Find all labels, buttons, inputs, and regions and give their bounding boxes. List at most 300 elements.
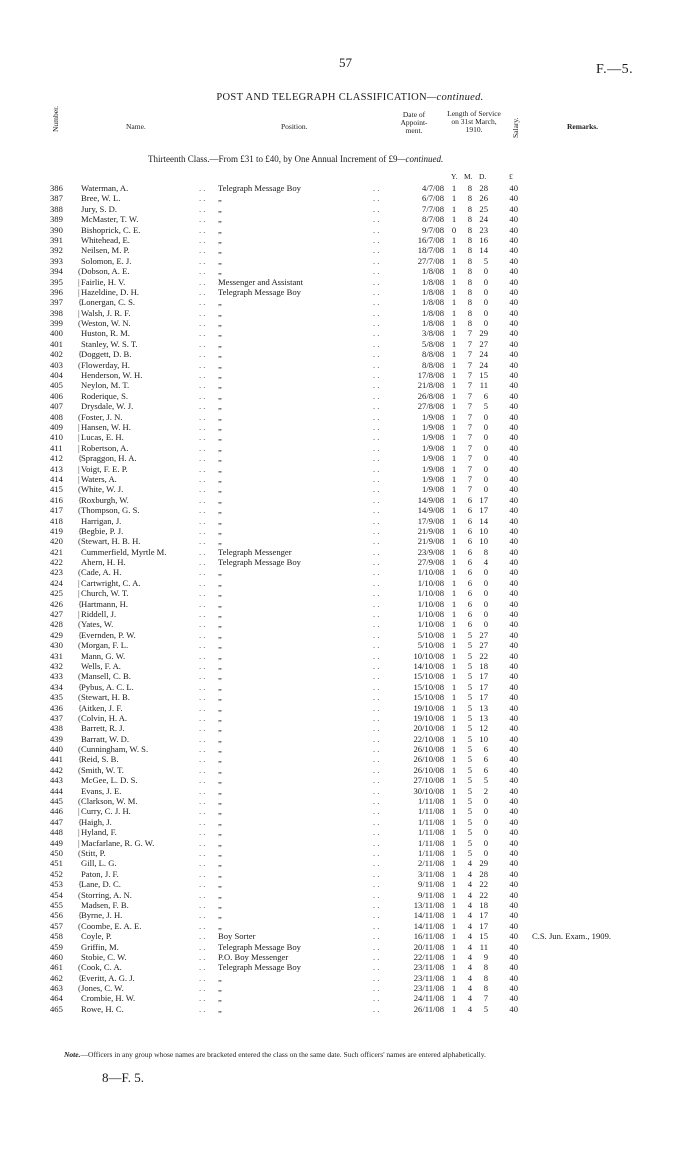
unit-years: Y. — [451, 172, 458, 181]
row-name: Evans, J. E. — [81, 785, 122, 796]
row-months: 7 — [467, 432, 472, 443]
row-years: 1 — [451, 671, 457, 682]
leader-dots: . . — [199, 536, 206, 547]
leader-dots: . . — [373, 370, 380, 381]
row-days: 18 — [479, 899, 488, 910]
table-row — [0, 910, 700, 920]
row-years: 1 — [451, 868, 457, 879]
leader-dots: . . — [199, 868, 206, 879]
leader-dots: . . — [199, 515, 206, 526]
table-row — [0, 900, 700, 910]
row-salary: 40 — [509, 245, 518, 256]
row-days: 6 — [483, 764, 488, 775]
leader-dots: . . — [373, 941, 380, 952]
row-years: 1 — [451, 983, 457, 994]
table-row — [0, 806, 700, 816]
row-name: Paton, J. F. — [81, 868, 119, 879]
leader-dots: . . — [199, 775, 206, 786]
row-position: Telegraph Message Boy — [218, 557, 301, 568]
row-name: Griffin, M. — [81, 941, 119, 952]
row-years: 1 — [451, 515, 457, 526]
row-months: 5 — [467, 650, 472, 661]
table-row — [0, 599, 700, 609]
row-name: Jones, C. W. — [81, 983, 124, 994]
group-bracket: | — [78, 577, 80, 588]
row-salary: 40 — [509, 723, 518, 734]
row-position: „ — [218, 671, 222, 682]
row-date: 14/11/08 — [413, 920, 444, 931]
row-months: 5 — [467, 785, 472, 796]
row-date: 26/10/08 — [413, 754, 444, 765]
leader-dots: . . — [199, 993, 206, 1004]
row-months: 5 — [467, 744, 472, 755]
row-days: 27 — [479, 640, 488, 651]
row-name: Yates, W. — [81, 619, 114, 630]
row-position: „ — [218, 868, 222, 879]
row-number: 414 — [50, 473, 63, 484]
row-name: Ahern, H. H. — [81, 557, 126, 568]
row-position: „ — [218, 660, 222, 671]
row-number: 412 — [50, 453, 63, 464]
row-months: 6 — [467, 588, 472, 599]
group-bracket: | — [78, 837, 80, 848]
row-name: Rowe, H. C. — [81, 1003, 124, 1014]
row-years: 1 — [451, 640, 457, 651]
row-years: 1 — [451, 245, 457, 256]
row-salary: 40 — [509, 764, 518, 775]
group-bracket: ( — [78, 640, 81, 651]
row-number: 390 — [50, 224, 63, 235]
row-months: 6 — [467, 515, 472, 526]
header-number: Number. — [51, 105, 60, 132]
leader-dots: . . — [199, 879, 206, 890]
row-number: 457 — [50, 920, 63, 931]
table-row — [0, 765, 700, 775]
row-name: Waters, A. — [81, 473, 117, 484]
leader-dots: . . — [373, 660, 380, 671]
row-years: 1 — [451, 609, 457, 620]
row-days: 24 — [479, 349, 488, 360]
leader-dots: . . — [199, 764, 206, 775]
row-date: 7/7/08 — [422, 203, 444, 214]
row-number: 395 — [50, 276, 63, 287]
leader-dots: . . — [373, 276, 380, 287]
row-salary: 40 — [509, 224, 518, 235]
row-position: „ — [218, 920, 222, 931]
row-number: 439 — [50, 733, 63, 744]
table-row — [0, 734, 700, 744]
table-row — [0, 474, 700, 484]
leader-dots: . . — [199, 193, 206, 204]
row-date: 1/8/08 — [422, 307, 444, 318]
leader-dots: . . — [199, 245, 206, 256]
row-days: 6 — [483, 390, 488, 401]
leader-dots: . . — [373, 557, 380, 568]
row-position: „ — [218, 307, 222, 318]
row-date: 1/10/08 — [417, 577, 444, 588]
row-position: „ — [218, 349, 222, 360]
table-row — [0, 796, 700, 806]
leader-dots: . . — [373, 598, 380, 609]
row-months: 8 — [467, 276, 472, 287]
row-number: 422 — [50, 557, 63, 568]
table-row — [0, 838, 700, 848]
row-number: 450 — [50, 848, 63, 858]
row-salary: 40 — [509, 484, 518, 495]
row-number: 432 — [50, 660, 63, 671]
table-row — [0, 713, 700, 723]
row-days: 0 — [483, 609, 488, 620]
row-days: 5 — [483, 775, 488, 786]
row-years: 1 — [451, 546, 457, 557]
row-years: 1 — [451, 723, 457, 734]
row-months: 8 — [467, 203, 472, 214]
row-days: 0 — [483, 816, 488, 827]
leader-dots: . . — [199, 951, 206, 962]
row-months: 4 — [467, 972, 472, 983]
leader-dots: . . — [373, 931, 380, 942]
row-months: 4 — [467, 879, 472, 890]
group-bracket: | — [78, 286, 80, 297]
row-months: 6 — [467, 557, 472, 568]
row-months: 5 — [467, 806, 472, 817]
row-date: 3/11/08 — [418, 868, 444, 879]
leader-dots: . . — [199, 255, 206, 266]
row-date: 1/9/08 — [422, 453, 444, 464]
row-days: 0 — [483, 837, 488, 848]
table-row — [0, 547, 700, 557]
row-years: 1 — [451, 307, 457, 318]
row-salary: 40 — [509, 370, 518, 381]
row-salary: 40 — [509, 193, 518, 204]
leader-dots: . . — [199, 286, 206, 297]
row-months: 7 — [467, 380, 472, 391]
leader-dots: . . — [199, 203, 206, 214]
row-date: 26/10/08 — [413, 744, 444, 755]
row-date: 2/11/08 — [418, 858, 444, 869]
table-row — [0, 630, 700, 640]
row-position: „ — [218, 214, 222, 225]
row-date: 15/10/08 — [413, 692, 444, 703]
row-remarks: C.S. Jun. Exam., 1909. — [532, 931, 612, 942]
row-months: 4 — [467, 858, 472, 869]
leader-dots: . . — [373, 858, 380, 869]
row-years: 1 — [451, 910, 457, 921]
leader-dots: . . — [373, 962, 380, 973]
row-date: 20/10/08 — [413, 723, 444, 734]
row-salary: 40 — [509, 577, 518, 588]
row-name: Haigh, J. — [81, 816, 112, 827]
row-days: 4 — [483, 557, 488, 568]
table-row — [0, 484, 700, 494]
leader-dots: . . — [373, 515, 380, 526]
group-bracket: { — [78, 494, 83, 505]
row-position: „ — [218, 889, 222, 900]
row-position: „ — [218, 577, 222, 588]
leader-dots: . . — [199, 629, 206, 640]
row-date: 1/8/08 — [422, 297, 444, 308]
leader-dots: . . — [199, 609, 206, 620]
row-years: 1 — [451, 494, 457, 505]
row-years: 1 — [451, 951, 457, 962]
row-number: 448 — [50, 827, 63, 838]
row-salary: 40 — [509, 619, 518, 630]
leader-dots: . . — [373, 712, 380, 723]
leader-dots: . . — [373, 754, 380, 765]
table-row — [0, 235, 700, 245]
table-row — [0, 245, 700, 255]
row-position: Telegraph Message Boy — [218, 941, 301, 952]
row-salary: 40 — [509, 837, 518, 848]
leader-dots: . . — [199, 858, 206, 869]
row-salary: 40 — [509, 463, 518, 474]
row-position: „ — [218, 754, 222, 765]
row-salary: 40 — [509, 286, 518, 297]
table-row — [0, 380, 700, 390]
row-days: 0 — [483, 266, 488, 277]
row-number: 411 — [50, 442, 63, 453]
row-name: Pybus, A. C. L. — [81, 681, 134, 692]
row-salary: 40 — [509, 214, 518, 225]
row-position: „ — [218, 1003, 222, 1014]
leader-dots: . . — [373, 889, 380, 900]
row-months: 8 — [467, 214, 472, 225]
row-years: 1 — [451, 463, 457, 474]
row-date: 1/9/08 — [422, 484, 444, 495]
leader-dots: . . — [199, 827, 206, 838]
row-name: Hartmann, H. — [81, 598, 129, 609]
row-date: 14/9/08 — [417, 494, 444, 505]
group-bracket: { — [78, 754, 83, 765]
row-years: 1 — [451, 183, 457, 193]
leader-dots: . . — [199, 941, 206, 952]
leader-dots: . . — [373, 910, 380, 921]
row-number: 453 — [50, 879, 63, 890]
table-row — [0, 453, 700, 463]
row-days: 0 — [483, 598, 488, 609]
row-months: 5 — [467, 660, 472, 671]
row-date: 1/8/08 — [422, 318, 444, 329]
table-row — [0, 328, 700, 338]
row-date: 1/10/08 — [417, 567, 444, 578]
leader-dots: . . — [199, 411, 206, 422]
leader-dots: . . — [199, 785, 206, 796]
row-years: 1 — [451, 993, 457, 1004]
row-days: 5 — [483, 401, 488, 412]
row-years: 1 — [451, 390, 457, 401]
group-bracket: | — [78, 307, 80, 318]
row-months: 7 — [467, 401, 472, 412]
table-row — [0, 495, 700, 505]
row-number: 402 — [50, 349, 63, 360]
row-number: 387 — [50, 193, 63, 204]
row-position: „ — [218, 764, 222, 775]
row-position: „ — [218, 193, 222, 204]
leader-dots: . . — [199, 920, 206, 931]
row-position: „ — [218, 203, 222, 214]
row-name: Begbie, P. J. — [81, 525, 124, 536]
leader-dots: . . — [373, 848, 380, 858]
row-position: „ — [218, 463, 222, 474]
row-days: 0 — [483, 577, 488, 588]
leader-dots: . . — [199, 848, 206, 858]
group-bracket: ( — [78, 318, 81, 329]
row-position: „ — [218, 899, 222, 910]
row-name: Hansen, W. H. — [81, 421, 131, 432]
row-salary: 40 — [509, 681, 518, 692]
row-salary: 40 — [509, 390, 518, 401]
row-years: 1 — [451, 744, 457, 755]
leader-dots: . . — [373, 255, 380, 266]
leader-dots: . . — [373, 338, 380, 349]
row-number: 446 — [50, 806, 63, 817]
row-name: Huston, R. M. — [81, 328, 130, 339]
row-date: 5/10/08 — [417, 629, 444, 640]
leader-dots: . . — [373, 193, 380, 204]
row-position: P.O. Boy Messenger — [218, 951, 289, 962]
header-salary: Salary. — [511, 117, 520, 138]
row-months: 4 — [467, 941, 472, 952]
row-days: 17 — [479, 671, 488, 682]
row-name: Spraggon, H. A. — [81, 453, 137, 464]
row-months: 8 — [467, 286, 472, 297]
row-date: 16/11/08 — [413, 931, 444, 942]
row-name: White, W. J. — [81, 484, 124, 495]
row-date: 1/9/08 — [422, 473, 444, 484]
row-name: Clarkson, W. M. — [81, 796, 138, 807]
row-date: 1/9/08 — [422, 432, 444, 443]
row-days: 8 — [483, 983, 488, 994]
row-position: „ — [218, 224, 222, 235]
row-number: 455 — [50, 899, 63, 910]
table-row — [0, 682, 700, 692]
leader-dots: . . — [373, 463, 380, 474]
leader-dots: . . — [199, 598, 206, 609]
units-row — [0, 172, 700, 182]
row-position: „ — [218, 879, 222, 890]
row-date: 1/10/08 — [417, 619, 444, 630]
row-date: 1/9/08 — [422, 421, 444, 432]
row-months: 4 — [467, 983, 472, 994]
table-row — [0, 588, 700, 598]
row-months: 7 — [467, 349, 472, 360]
row-years: 1 — [451, 796, 457, 807]
row-position: „ — [218, 255, 222, 266]
row-date: 8/7/08 — [422, 214, 444, 225]
row-salary: 40 — [509, 432, 518, 443]
row-number: 420 — [50, 536, 63, 547]
row-position: „ — [218, 515, 222, 526]
row-days: 2 — [483, 785, 488, 796]
row-number: 445 — [50, 796, 63, 807]
leader-dots: . . — [373, 421, 380, 432]
table-row — [0, 432, 700, 442]
group-bracket: | — [78, 588, 80, 599]
row-name: Jury, S. D. — [81, 203, 117, 214]
row-name: Henderson, W. H. — [81, 370, 143, 381]
row-salary: 40 — [509, 868, 518, 879]
row-salary: 40 — [509, 640, 518, 651]
row-years: 1 — [451, 764, 457, 775]
leader-dots: . . — [373, 359, 380, 370]
leader-dots: . . — [199, 380, 206, 391]
title-suffix: —continued. — [426, 92, 484, 103]
row-salary: 40 — [509, 972, 518, 983]
row-salary: 40 — [509, 754, 518, 765]
leader-dots: . . — [199, 671, 206, 682]
header-length: Length of Service on 31st March, 1910. — [447, 109, 501, 134]
row-position: „ — [218, 993, 222, 1004]
row-salary: 40 — [509, 692, 518, 703]
row-date: 9/11/08 — [418, 879, 444, 890]
leader-dots: . . — [199, 931, 206, 942]
header-name: Name. — [126, 122, 146, 131]
leader-dots: . . — [199, 692, 206, 703]
row-position: „ — [218, 796, 222, 807]
row-number: 456 — [50, 910, 63, 921]
row-months: 7 — [467, 473, 472, 484]
row-salary: 40 — [509, 1003, 518, 1014]
table-row — [0, 193, 700, 203]
unit-salary: £ — [509, 172, 513, 181]
row-years: 1 — [451, 702, 457, 713]
row-salary: 40 — [509, 328, 518, 339]
leader-dots: . . — [199, 889, 206, 900]
row-salary: 40 — [509, 349, 518, 360]
group-bracket: ( — [78, 962, 81, 973]
row-salary: 40 — [509, 276, 518, 287]
leader-dots: . . — [199, 712, 206, 723]
leader-dots: . . — [199, 806, 206, 817]
table-row — [0, 744, 700, 754]
row-salary: 40 — [509, 629, 518, 640]
footnote — [64, 1050, 486, 1059]
row-days: 25 — [479, 203, 488, 214]
row-name: Lonergan, C. S. — [81, 297, 136, 308]
row-days: 17 — [479, 692, 488, 703]
leader-dots: . . — [373, 723, 380, 734]
row-years: 1 — [451, 733, 457, 744]
leader-dots: . . — [199, 328, 206, 339]
table-row — [0, 401, 700, 411]
row-name: Church, W. T. — [81, 588, 129, 599]
row-name: Coyle, P. — [81, 931, 112, 942]
row-number: 458 — [50, 931, 63, 942]
row-years: 1 — [451, 1003, 457, 1014]
row-years: 1 — [451, 453, 457, 464]
leader-dots: . . — [373, 546, 380, 557]
row-position: „ — [218, 712, 222, 723]
row-years: 1 — [451, 318, 457, 329]
leader-dots: . . — [373, 796, 380, 807]
row-name: Stanley, W. S. T. — [81, 338, 138, 349]
row-position: „ — [218, 266, 222, 277]
leader-dots: . . — [373, 983, 380, 994]
row-position: „ — [218, 650, 222, 661]
row-date: 22/11/08 — [413, 951, 444, 962]
row-days: 0 — [483, 276, 488, 287]
row-years: 1 — [451, 338, 457, 349]
table-row — [0, 578, 700, 588]
row-name: Solomon, E. J. — [81, 255, 132, 266]
table-row — [0, 942, 700, 952]
leader-dots: . . — [373, 744, 380, 755]
row-salary: 40 — [509, 889, 518, 900]
table-row — [0, 557, 700, 567]
leader-dots: . . — [199, 224, 206, 235]
leader-dots: . . — [373, 588, 380, 599]
row-date: 14/11/08 — [413, 910, 444, 921]
